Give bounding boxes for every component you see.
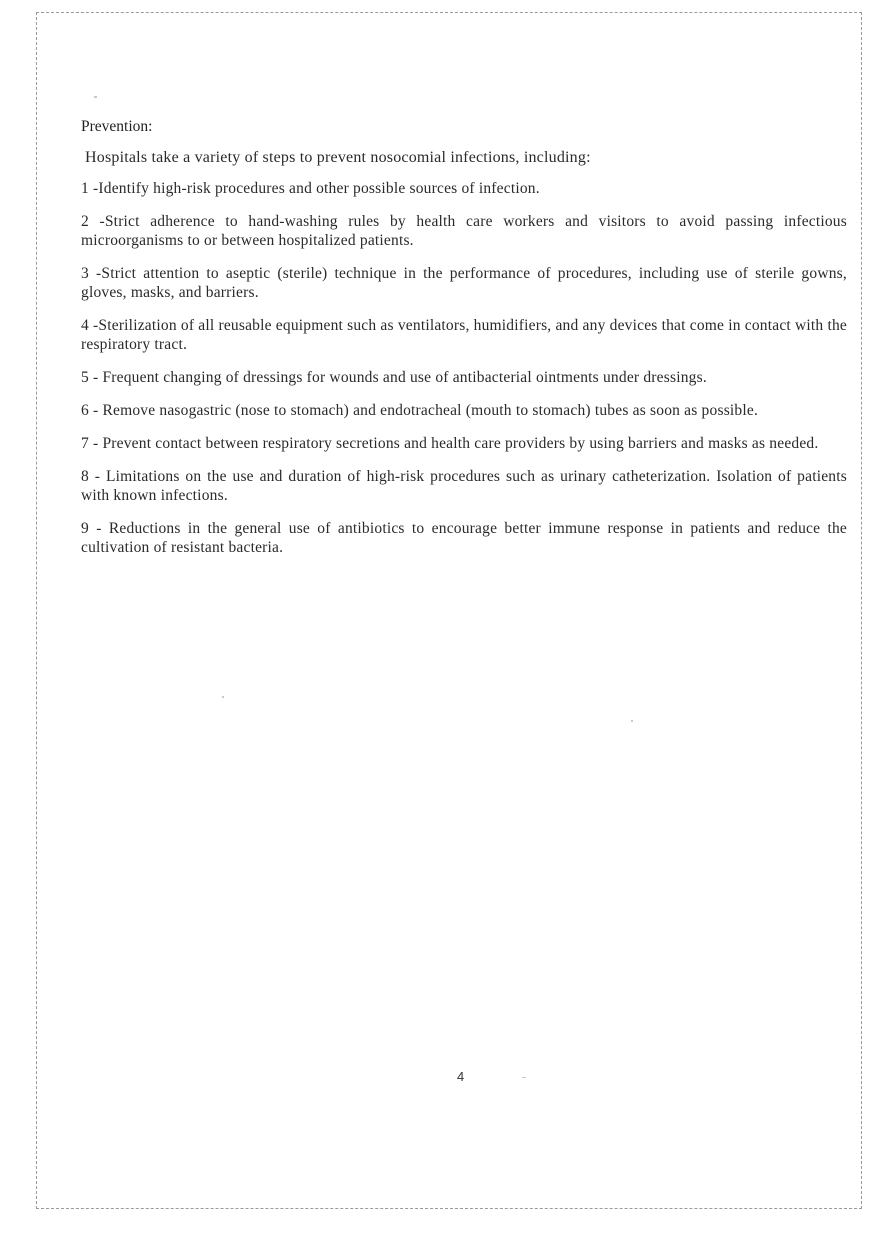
scan-speck: [222, 696, 224, 698]
document-body: [81, 118, 847, 571]
page-number: 4: [457, 1069, 465, 1084]
list-item-2: 2 -Strict adherence to hand-washing rules by health care workers and visitors to avoid passing infectious microorganisms to or between hospitalized patients.: [81, 213, 847, 249]
section-heading: Prevention:: [81, 118, 153, 135]
list-item-6: 6 - Remove nasogastric (nose to stomach) and endotracheal (mouth to stomach) tubes as soon as possible.: [81, 402, 759, 419]
list-item-3: 3 -Strict attention to aseptic (sterile) technique in the performance of procedures, including use of sterile gowns, gloves, masks, and barriers.: [81, 265, 847, 301]
list-item-1: 1 -Identify high-risk procedures and other possible sources of infection.: [81, 180, 540, 197]
scan-speck: [522, 1077, 526, 1078]
section-intro: Hospitals take a variety of steps to prevent nosocomial infections, including:: [85, 149, 591, 166]
list-item-7: 7 - Prevent contact between respiratory secretions and health care providers by using barriers and masks as needed.: [81, 435, 819, 452]
list-item-9: 9 - Reductions in the general use of antibiotics to encourage better immune response in patients and reduce the cultivation of resistant bacteria.: [81, 520, 847, 556]
list-item-8: 8 - Limitations on the use and duration of high-risk procedures such as urinary catheterization. Isolation of patients with known infections.: [81, 468, 847, 504]
scan-speck: [94, 96, 97, 98]
list-item-5: 5 - Frequent changing of dressings for wounds and use of antibacterial ointments under dressings.: [81, 369, 707, 386]
scan-speck: [631, 720, 633, 722]
list-item-4: 4 -Sterilization of all reusable equipment such as ventilators, humidifiers, and any devices that come in contact with the respiratory tract.: [81, 317, 847, 353]
